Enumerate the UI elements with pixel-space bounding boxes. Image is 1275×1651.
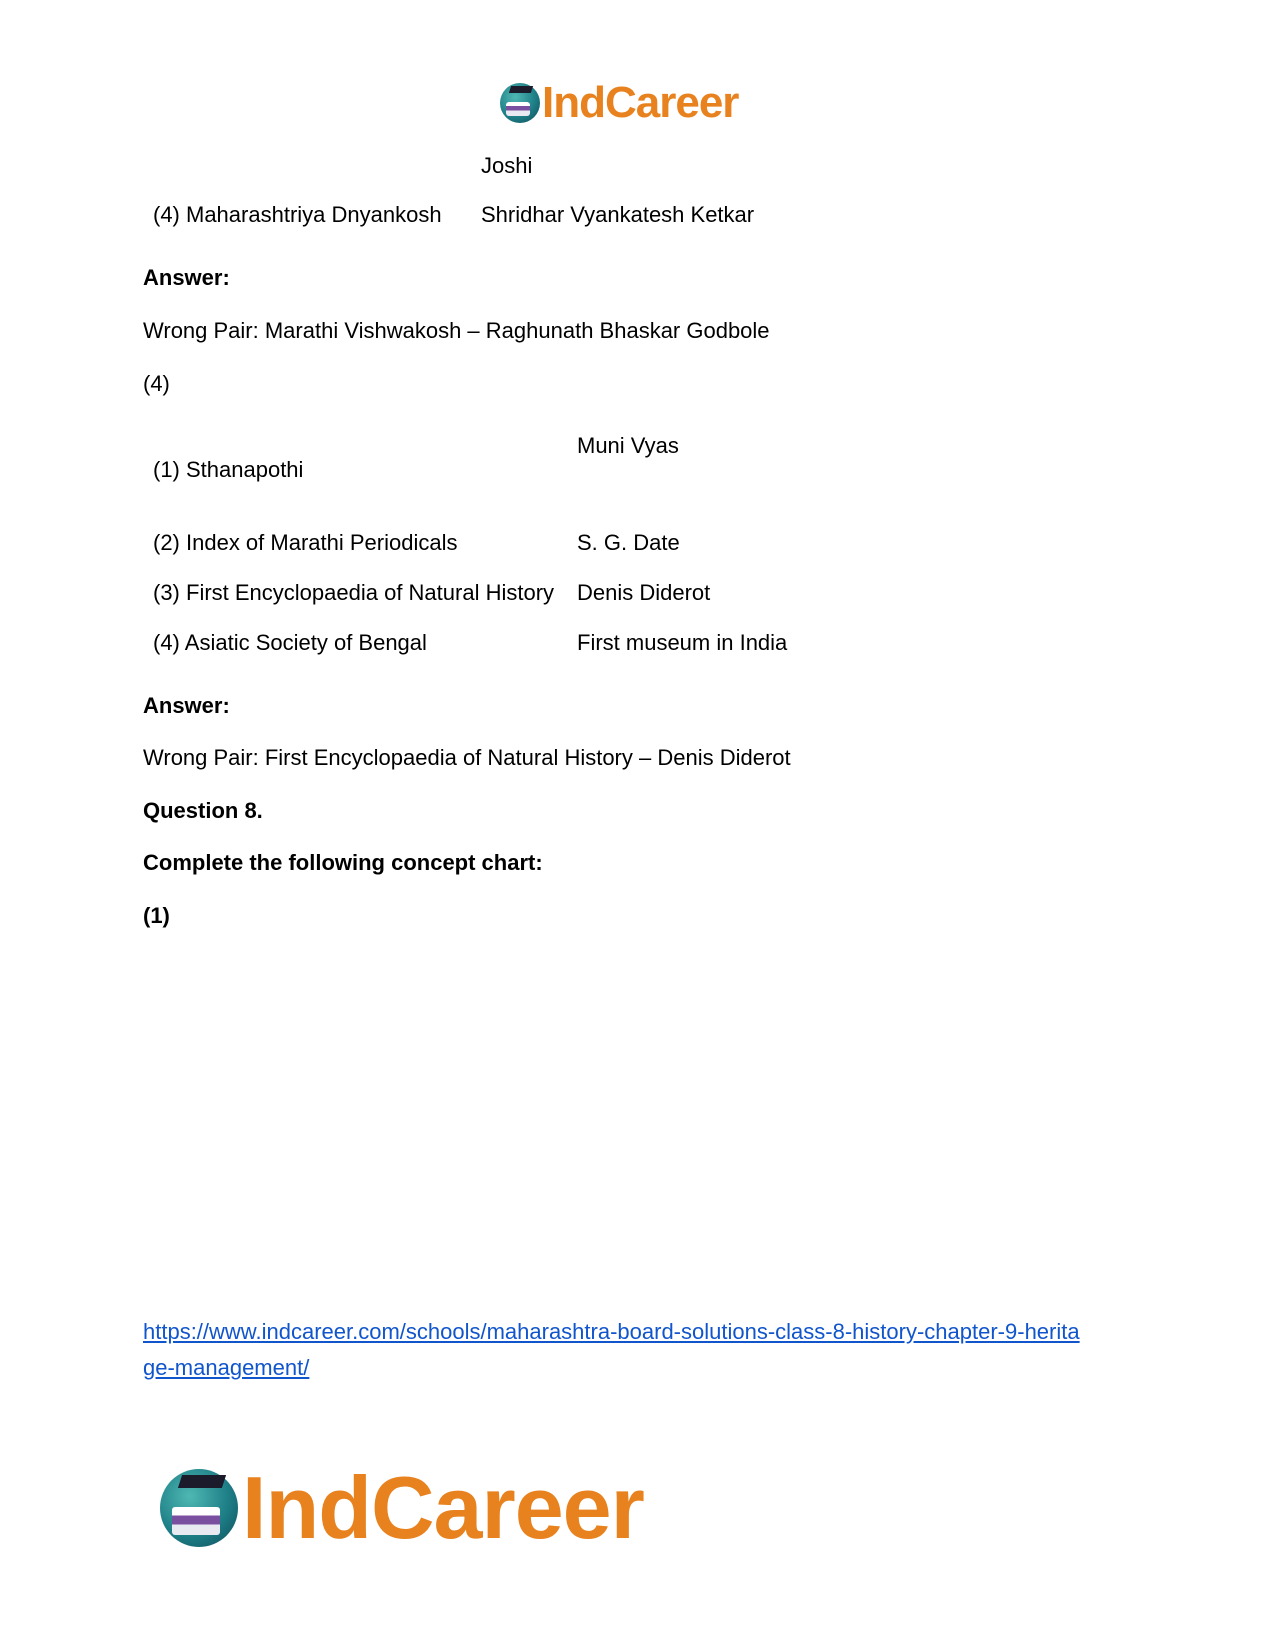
table2-row2-left: (2) Index of Marathi Periodicals	[153, 530, 458, 555]
table2-row1-left: (1) Sthanapothi	[153, 457, 304, 482]
table1-carry-over: Joshi	[481, 153, 533, 178]
globe-books-icon	[160, 1469, 238, 1547]
answer-label: Answer:	[143, 693, 230, 718]
source-link[interactable]	[143, 1314, 1080, 1386]
answer-label: Answer:	[143, 265, 230, 290]
table1-row4-right: Shridhar Vyankatesh Ketkar	[481, 202, 755, 227]
source-link-line2[interactable]: ge-management/	[143, 1355, 310, 1380]
indcareer-logo-bottom	[160, 1460, 644, 1556]
table2-row4-left: (4) Asiatic Society of Bengal	[153, 630, 427, 655]
table2-row3-right: Denis Diderot	[577, 580, 711, 605]
brand-wordmark: IndCareer	[242, 1458, 644, 1557]
table2-row1-right: Muni Vyas	[577, 433, 679, 458]
question-part: (1)	[143, 903, 170, 928]
answer-text: Wrong Pair: Marathi Vishwakosh – Raghunath Bhaskar Godbole	[143, 318, 770, 343]
globe-books-icon	[500, 83, 540, 123]
table2-row2-right: S. G. Date	[577, 530, 680, 555]
answer-text: Wrong Pair: First Encyclopaedia of Natural History – Denis Diderot	[143, 745, 791, 770]
indcareer-logo-top	[500, 78, 738, 128]
table1-row4-left: (4) Maharashtriya Dnyankosh	[153, 202, 442, 227]
item-number: (4)	[143, 371, 170, 396]
question-prompt: Complete the following concept chart:	[143, 850, 543, 875]
question-title: Question 8.	[143, 798, 263, 823]
table2-row3-left: (3) First Encyclopaedia of Natural History	[153, 580, 555, 605]
source-link-line1[interactable]: https://www.indcareer.com/schools/maharashtra-board-solutions-class-8-history-chapter-9-herita	[143, 1319, 1080, 1344]
brand-wordmark: IndCareer	[542, 78, 739, 127]
table2-row4-right: First museum in India	[577, 630, 788, 655]
